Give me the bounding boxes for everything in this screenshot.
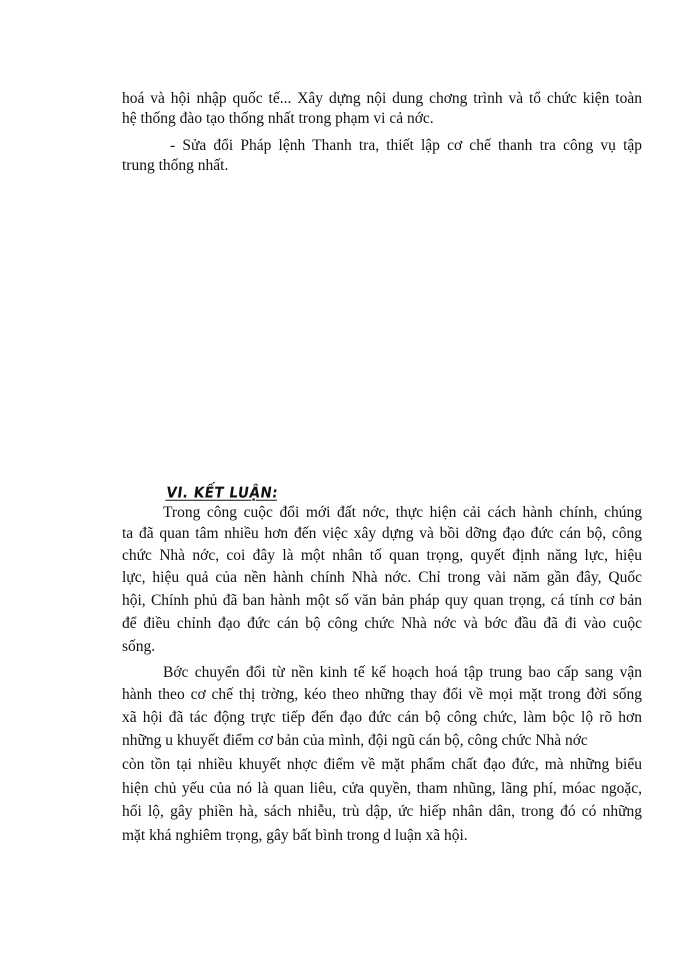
text-line: hối lộ, gây phiền hà, sách nhiễu, trù dập, ức hiếp nhân dân, trong đó có những [122,803,642,820]
section-heading: VI. KẾT LUẬN: [165,484,280,502]
text-line: Trong công cuộc đổi mới đất nớc, thực hiện cải cách hành chính, chúng [163,504,642,521]
text-line: lực, hiệu quả của nền hành chính Nhà nớc. Chỉ trong vài năm gần đây, Quốc [122,569,642,586]
text-line: mặt khá nghiêm trọng, gây bất bình trong d luận xã hội. [122,827,468,844]
text-line: Bớc chuyển đổi từ nền kinh tế kế hoạch hoá tập trung bao cấp sang vận [163,664,642,681]
text-line: hệ thống đào tạo thống nhất trong phạm vi cả nớc. [122,110,434,127]
text-line: - Sửa đổi Pháp lệnh Thanh tra, thiết lập cơ chế thanh tra công vụ tập [170,137,642,154]
text-line: hoá và hội nhập quốc tế... Xây dựng nội dung chơng trình và tổ chức kiện toàn [122,90,642,107]
text-line: hành theo cơ chế thị trờng, kéo theo những thay đổi về mọi mặt trong đời sống [122,686,642,703]
text-line: trung thống nhất. [122,157,229,174]
text-line: chức Nhà nớc, coi đây là một nhân tố quan trọng, quyết định năng lực, hiệu [122,547,642,564]
text-line: xã hội đã tác động trực tiếp đến đạo đức cán bộ công chức, làm bộc lộ rõ hơn [122,709,642,726]
text-line: hiện chủ yếu của nó là quan liêu, cửa quyền, tham nhũng, lãng phí, móac ngoặc, [122,780,642,797]
text-line: những u khuyết điểm cơ bản của mình, đội ngũ cán bộ, công chức Nhà nớc [122,732,588,749]
text-line: hội, Chính phủ đã ban hành một số văn bản pháp quy quan trọng, cá tính cơ bản [122,592,642,609]
text-line: ta đã quan tâm nhiều hơn đến việc xây dựng và bồi dỡng đạo đức cán bộ, công [122,525,642,542]
text-line: sống. [122,638,156,655]
text-line: để điều chỉnh đạo đức cán bộ công chức Nhà nớc và bớc đầu đã đi vào cuộc [122,615,642,632]
text-line: còn tồn tại nhiều khuyết nhợc điểm về mặt phẩm chất đạo đức, mà những biểu [122,756,642,773]
